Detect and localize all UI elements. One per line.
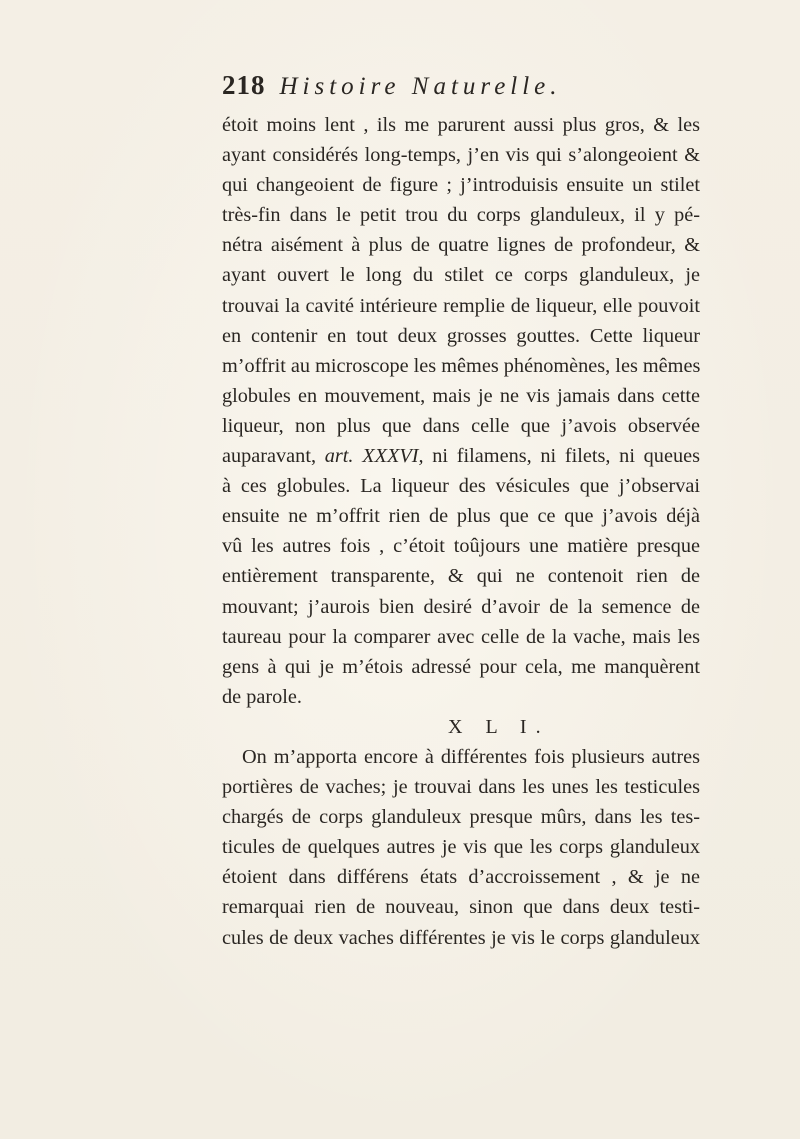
text-line: ensuite ne m’offrit rien de plus que ce que j’avois déjà [222, 505, 700, 528]
line-ref-before: auparavant, [222, 445, 325, 468]
text-line: chargés de corps glanduleux presque mûrs, dans les tes- [222, 806, 700, 829]
text-line: à ces globules. La liqueur des vésicules que j’observai [222, 475, 700, 498]
text-line: gens à qui je m’étois adressé pour cela, me manquèrent [222, 655, 700, 678]
body-text [222, 110, 700, 953]
article-reference: XXXVI, [353, 445, 424, 468]
text-line: très-fin dans le petit trou du corps glanduleux, il y pé- [222, 204, 700, 227]
text-line: m’offrit au microscope les mêmes phénomènes, les mêmes [222, 354, 701, 377]
text-line: étoit moins lent , ils me parurent aussi plus gros, & les [222, 114, 700, 136]
text-line: qui changeoient de figure ; j’introduisis ensuite un stilet [222, 174, 700, 197]
text-line: globules en mouvement, mais je ne vis jamais dans cette [222, 384, 700, 407]
running-title: Histoire Naturelle. [279, 73, 562, 100]
text-line: étoient dans différens états d’accroissement , & je ne [222, 866, 700, 889]
line-ref-after: ni filamens, ni filets, ni queues [423, 445, 700, 468]
text-line: taureau pour la comparer avec celle de la vache, mais les [222, 625, 700, 648]
text-line: entièrement transparente, & qui ne contenoit rien de [222, 565, 700, 588]
text-line: de parole. [222, 685, 302, 708]
text-line: ticules de quelques autres je vis que les corps glanduleux [222, 836, 700, 859]
article-abbreviation: art. [324, 445, 354, 468]
text-line: en contenir en tout deux grosses gouttes. Cette liqueur [222, 324, 700, 347]
text-line: cules de deux vaches différentes je vis le corps glanduleux [222, 926, 700, 949]
text-line: nétra aisément à plus de quatre lignes de profondeur, & [222, 234, 700, 257]
text-line: ayant ouvert le long du stilet ce corps glanduleux, je [222, 264, 700, 287]
text-line: mouvant; j’aurois bien desiré d’avoir de la semence de [222, 595, 700, 618]
page-number: 218 [222, 70, 266, 100]
page-header [222, 70, 682, 106]
section-heading: X L I. [448, 715, 550, 738]
text-line: liqueur, non plus que dans celle que j’avois observée [222, 414, 700, 437]
text-line-with-reference [222, 441, 700, 471]
text-line: On m’apporta encore à différentes fois plusieurs autres [242, 745, 700, 768]
text-line: vû les autres fois , c’étoit toûjours une matière presque [222, 535, 700, 558]
text-line: remarquai rien de nouveau, sinon que dans deux testi- [222, 896, 700, 919]
text-line: trouvai la cavité intérieure remplie de liqueur, elle pouvoit [222, 294, 700, 317]
text-line: ayant considérés long-temps, j’en vis qui s’alongeoient & [222, 144, 700, 167]
text-line: portières de vaches; je trouvai dans les unes les testicules [222, 776, 700, 799]
